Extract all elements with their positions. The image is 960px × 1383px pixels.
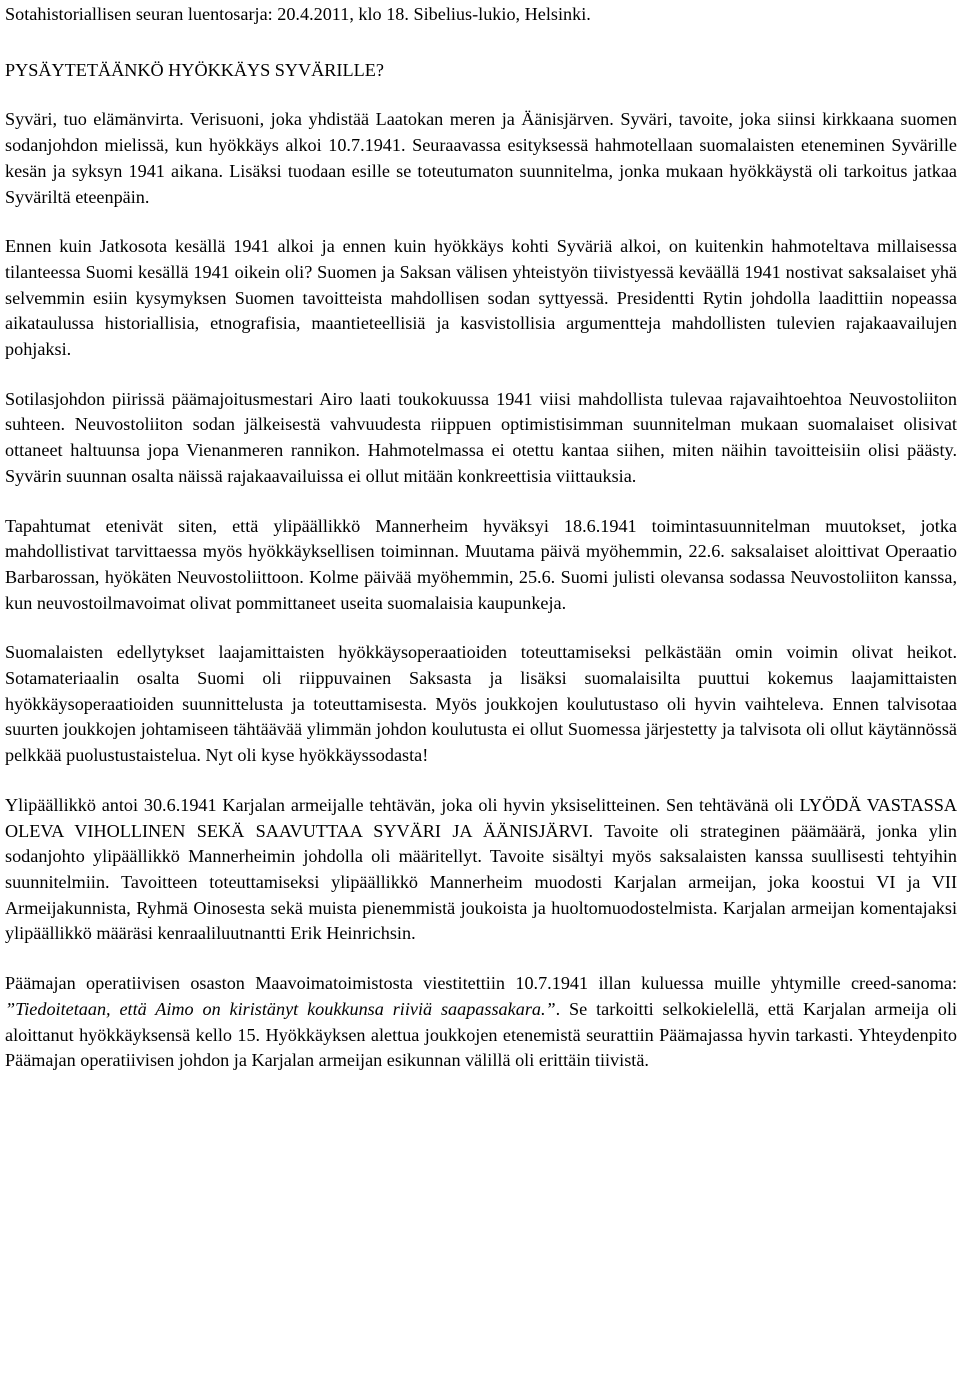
paragraph-karelian-army-task: Ylipäällikkö antoi 30.6.1941 Karjalan armeijalle tehtävän, joka oli hyvin yksiselitteinen. Sen tehtävänä oli LYÖDÄ VASTASSA OLEVA VIHOLLINEN SEKÄ SAAVUTTAA SYVÄRI JA ÄÄNISJÄRVI. Tavoite oli strateginen päämäärä, jonka ylin sodanjohto ylipäällikkö Mannerheimin johdolla oli määritellyt. Tavoite sisältyi myös saksalaisten kanssa suullisesti tehtyihin suunnitelmiin. Tavoitteen toteuttamiseksi ylipäällikkö Mannerheim muodosti Karjalan armeijan, joka koostui VI ja VII Armeijakunnista, Ryhmä Oinosesta sekä muista pienemmistä joukoista ja huoltomuodostelmista. Karjalan armeijan komentajaksi ylipäällikkö määräsi kenraaliluutnantti Erik Heinrichsin. <box>5 794 957 944</box>
paragraph-border-options: Sotilasjohdon piirissä päämajoitusmestari Airo laati toukokuussa 1941 viisi mahdollista tulevaa rajavaihtoehtoa Neuvostoliiton suhteen. Neuvostoliiton sodan jälkeisestä vahvuudesta riippuen optimistisimman suunnitelman mukaan suomalaiset olisivat ottaneet haltuunsa jopa Vienanmeren rannikon. Hahmotelmassa ei otettu kantaa siihen, miten näihin tavoitteisiin olisi päästy. Syvärin suunnan osalta näissä rajakaavailuissa ei ollut mitään konkreettisia viittauksia. <box>5 388 957 486</box>
paragraph-attack-message <box>5 971 957 1074</box>
paragraph-intro: Syväri, tuo elämänvirta. Verisuoni, joka yhdistää Laatokan meren ja Äänisjärven. Syväri, tavoite, joka siinsi kirkkaana suomen sodanjohdon mielissä, kun hyökkäys alkoi 10.7.1941. Seuraavassa esityksessä hahmotellaan suomalaisten eteneminen Syvärille kesän ja syksyn 1941 aikana. Lisäksi tuodaan esille se toteutumaton suunnitelma, jonka mukaan hyökkäystä oli tarkoitus jatkaa Syväriltä eteenpäin. <box>5 109 957 207</box>
message-text-before-quote: Päämajan operatiivisen osaston Maavoimatoimistosta viestitettiin 10.7.1941 illan kuluessa muille yhtymille creed-sanoma: <box>5 973 957 994</box>
coded-message-quote: ”Tiedoitetaan, että Aimo on kiristänyt koukkunsa riiviä saapassakara.” <box>5 998 556 1019</box>
document-page <box>5 2 957 1074</box>
document-title: PYSÄYTETÄÄNKÖ HYÖKKÄYS SYVÄRILLE? <box>5 59 384 80</box>
lecture-series-header: Sotahistoriallisen seuran luentosarja: 20.4.2011, klo 18. Sibelius-lukio, Helsinki. <box>5 4 591 24</box>
message-text-after-quote: . Se tarkoitti selkokielellä, että Karjalan armeija oli aloittanut hyökkäyksensä kello 15. Hyökkäyksen alettua joukkojen etenemistä seurattiin Päämajassa hyvin tarkasti. Yhteydenpito Päämajan operatiivisen johdon ja Karjalan armeijan esikunnan välillä oli erittäin tiivistä. <box>5 998 957 1071</box>
paragraph-war-start: Tapahtumat etenivät siten, että ylipäällikkö Mannerheim hyväksyi 18.6.1941 toimintasuunnitelman muutokset, jotka mahdollistivat tarvittaessa myös hyökkäyksellisen toiminnan. Muutama päivä myöhemmin, 22.6. saksalaiset aloittivat Operaatio Barbarossan, hyökäten Neuvostoliittoon. Kolme päivää myöhemmin, 25.6. Suomi julisti olevansa sodassa Neuvostoliiton kanssa, kun neuvostoilmavoimat olivat pommittaneet useita suomalaisia kaupunkeja. <box>5 515 957 613</box>
paragraph-background: Ennen kuin Jatkosota kesällä 1941 alkoi ja ennen kuin hyökkäys kohti Syväriä alkoi, on kuitenkin hahmoteltava millaisessa tilanteessa Suomi kesällä 1941 oikein oli? Suomen ja Saksan välisen yhteistyön tiivistyessä keväällä 1941 nostivat saksalaiset yhä selvemmin esiin kysymyksen Suomen tavoitteista mahdollisen sodan syttyessä. Presidentti Rytin johdolla laadittiin nopeassa aikataulussa historiallisia, etnografisia, maantieteellisiä ja kasvistollisia argumentteja mahdollisten tulevien rajakaavailujen pohjaksi. <box>5 236 957 360</box>
paragraph-capabilities: Suomalaisten edellytykset laajamittaisten hyökkäysoperaatioiden toteuttamiseksi pelkästään omin voimin olivat heikot. Sotamateriaalin osalta Suomi oli riippuvainen Saksasta ja lisäksi suomalaisilta puuttui kokemus laajamittaisten hyökkäysoperaatioiden suunnittelusta ja toteuttamisesta. Myös joukkojen koulutustaso oli hyvin vaihteleva. Ennen talvisotaa suurten joukkojen johtamiseen tähtäävää ylimmän johdon koulutusta ei ollut Suomessa järjestetty ja talvisota oli ollut käytännössä pelkkää puolustustaistelua. Nyt oli kyse hyökkäyssodasta! <box>5 642 957 766</box>
